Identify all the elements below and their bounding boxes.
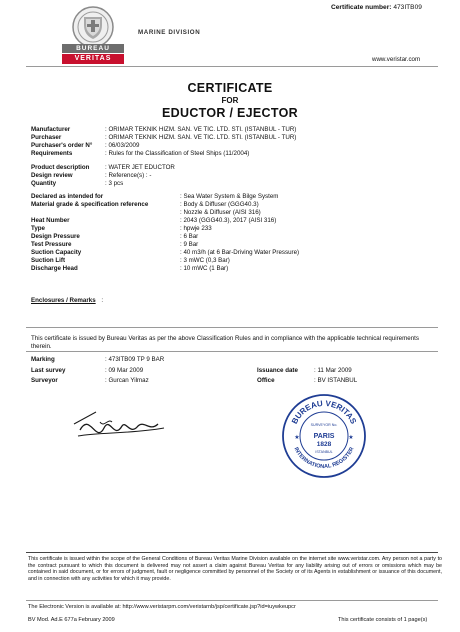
svg-text:1828: 1828 [316,441,332,448]
electronic-version-note: The Electronic Version is available at: http://www.veristarpm.com/veristarnb/jsp/certificate.jsp?id=iuywkeupcr [28,604,296,610]
party-value: : ORIMAR TEKNIK HIZM. SAN. VE TIC. LTD. STI. (ISTANBUL - TUR) [105,126,297,133]
marine-division-label: MARINE DIVISION [138,29,201,36]
party-value: : Rules for the Classification of Steel Ships (11/2004) [105,150,250,157]
website-label: www.veristar.com [372,56,421,63]
product-label: Design review [31,172,73,179]
spec-value: : hpwje 233 [180,225,212,232]
title-for: FOR [221,96,239,105]
spec-label: Suction Capacity [31,249,82,256]
certificate-number [331,4,422,11]
spec-label: Test Pressure [31,241,72,248]
model-reference: BV Mod. Ad.E 677a February 2009 [28,617,115,623]
statement-bottom-divider [26,351,438,352]
spec-label: Material grade & specification reference [31,201,149,208]
spec-value: : 6 Bar [180,233,199,240]
svg-text:INTERNATIONAL REGISTER: INTERNATIONAL REGISTER [292,446,356,471]
party-value: : 06/03/2009 [105,142,140,149]
spec-value: : 10 mWC (1 Bar) [180,265,229,272]
party-value: : ORIMAR TEKNIK HIZM. SAN. VE TIC. LTD. STI. (ISTANBUL - TUR) [105,134,297,141]
office-value: : BV ISTANBUL [314,377,358,384]
certificate-number-label: Certificate number: [331,4,392,11]
party-label: Purchaser [31,134,62,141]
last-survey-value: : 09 Mar 2009 [105,367,144,374]
logo-bureau-text: BUREAU [62,44,124,53]
spec-label: Suction Lift [31,257,66,264]
spec-value: : Nozzle & Diffuser (AISI 316) [180,209,261,216]
party-label: Manufacturer [31,126,71,133]
issuance-value: : 11 Mar 2009 [314,367,352,374]
compliance-statement: This certificate is issued by Bureau Veritas as per the above Classification Rules and in compliance with the applicable technical requirements therein. [31,335,419,350]
spec-label: Declared as intended for [31,193,104,200]
svg-text:★: ★ [294,435,300,441]
footer-disclaimer: This certificate is issued within the scope of the General Conditions of Bureau Veritas Marine Division available on the internet site www.veristar.com. Any person not a party to the contract pursuant to which this document is delivered may not assert a claim against Bureau Veritas for any liability arising out of errors or omissions which may be contained in said document, or for errors of judgment, fault or negligence committed by personnel of the Society or of its Agents in establishment or issuance of this document, and in connection with any activities for which it may provide. [28,556,442,582]
title-certificate: CERTIFICATE [187,81,273,95]
party-label: Purchaser's order N° [31,142,93,149]
office-label: Office [257,377,275,384]
issuance-label: Issuance date [257,367,298,374]
statement-top-divider [26,327,438,328]
last-survey-label: Last survey [31,367,66,374]
spec-value: : 9 Bar [180,241,199,248]
spec-value: : Sea Water System & Bilge System [180,193,279,200]
product-value: : WATER JET EDUCTOR [105,164,175,171]
surveyor-label: Surveyor [31,377,58,384]
enclosures-label: Enclosures / Remarks [31,297,96,304]
page-count: This certificate consists of 1 page(s) [338,617,428,623]
marking-value: : 473ITB09 TP 9 BAR [105,356,165,363]
spec-value: : Body & Diffuser (GGG40.3) [180,201,259,208]
spec-label: Discharge Head [31,265,78,272]
product-value: : 3 pcs [105,180,124,187]
certificate-number-value: 473ITB09 [393,4,422,11]
spec-label: Type [31,225,45,232]
party-label: Requirements [31,150,73,157]
marking-label: Marking [31,356,55,363]
footer-divider [26,552,438,553]
spec-value: : 2043 (GGG40.3), 2017 (AISI 316) [180,217,277,224]
enclosures-row [31,297,103,305]
svg-text:BUREAU VERITAS: BUREAU VERITAS [289,398,359,426]
product-value: : Reference(s) : - [105,172,152,179]
spec-label: Design Pressure [31,233,80,240]
logo-veritas-text: VERITAS [62,54,124,64]
footer-bottom-divider [26,600,438,601]
svg-text:ISTANBUL: ISTANBUL [315,450,333,454]
signature-icon [60,392,180,452]
svg-text:PARIS: PARIS [313,433,335,440]
svg-text:SURVEYOR No.: SURVEYOR No. [310,423,338,427]
product-label: Quantity [31,180,57,187]
bv-official-stamp [280,392,368,480]
enclosures-colon: : [101,297,104,304]
spec-value: : 3 mWC (0,3 Bar) [180,257,230,264]
surveyor-signature [60,392,180,452]
surveyor-value: : Gurcan Yilmaz [105,377,149,384]
title-eductor-ejector: EDUCTOR / EJECTOR [162,106,298,120]
spec-value: : 40 m3/h (at 6 Bar-Driving Water Pressure) [180,249,300,256]
spec-label: Heat Number [31,217,70,224]
header-divider [26,66,438,67]
svg-text:★: ★ [348,435,354,441]
product-label: Product description [31,164,90,171]
stamp-seal-icon [280,392,368,480]
